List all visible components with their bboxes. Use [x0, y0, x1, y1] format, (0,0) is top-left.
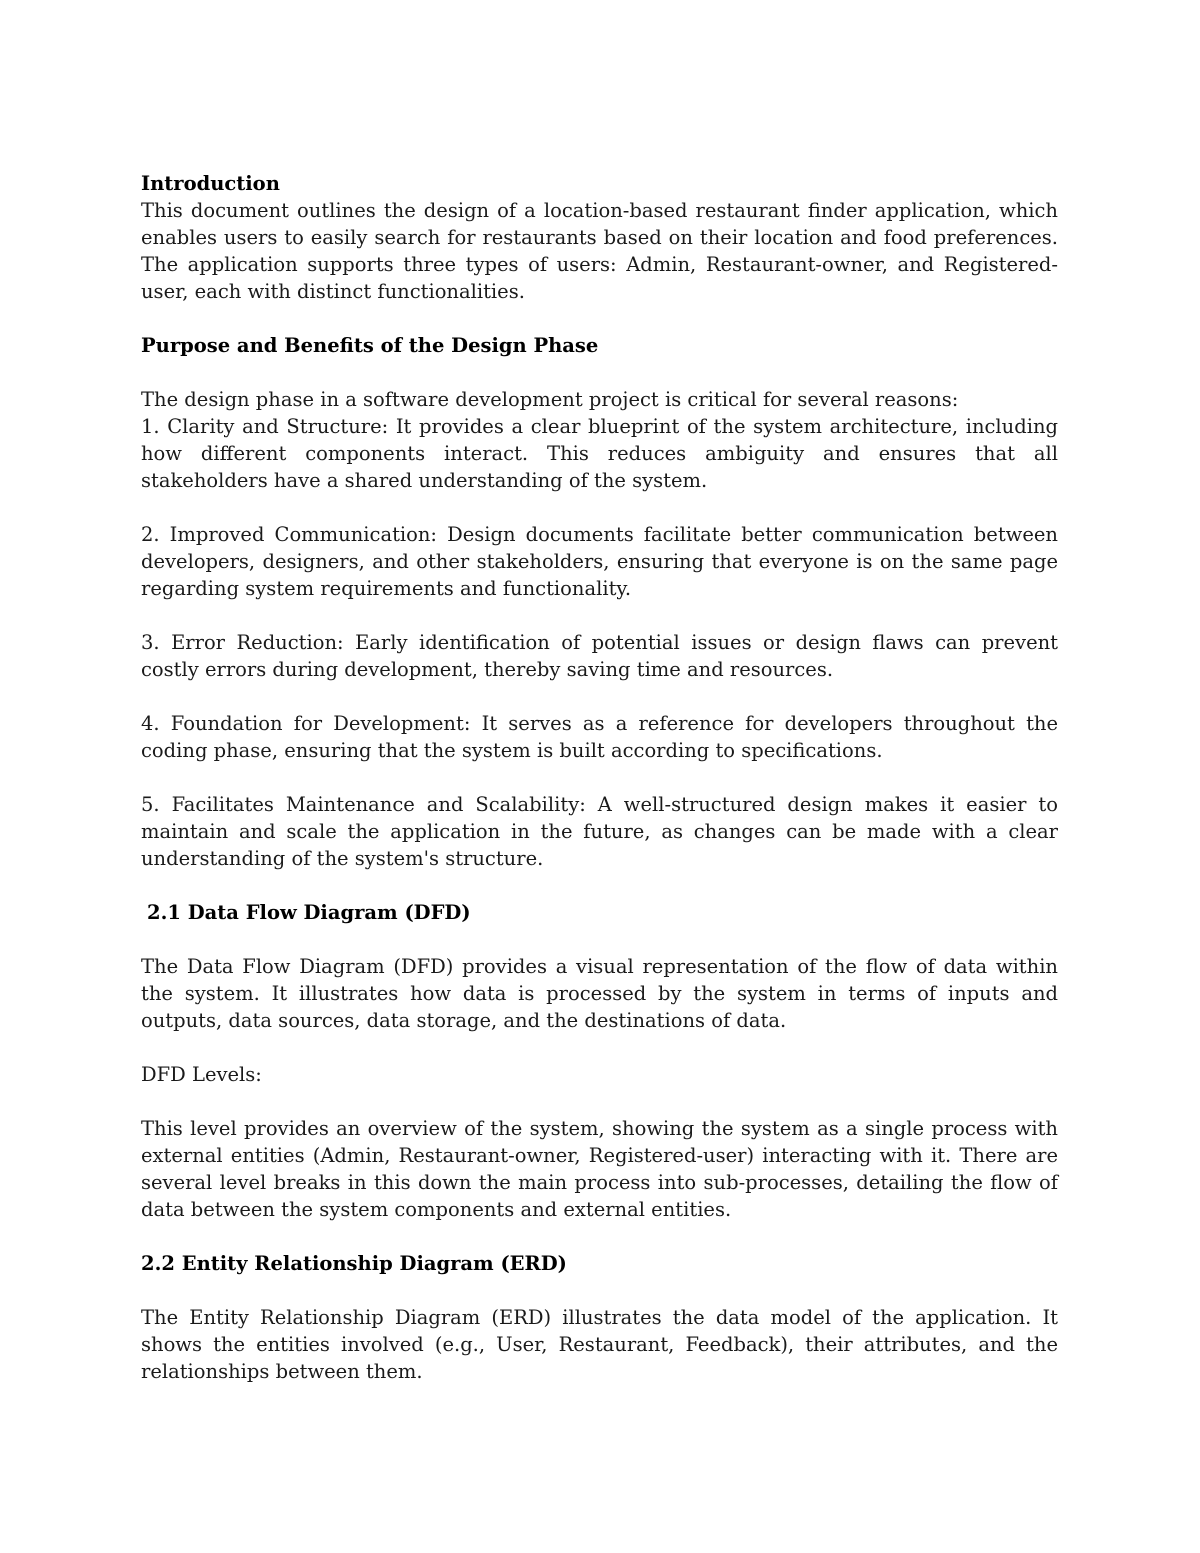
spacer	[141, 1277, 1058, 1304]
spacer	[141, 872, 1058, 899]
dfd-levels-label: DFD Levels:	[141, 1063, 262, 1086]
purpose-item-5: 5. Facilitates Maintenance and Scalability: A well-structured design makes it easier to maintain and scale the application in the future, as changes can be made with a clear understanding of the system's structure.	[141, 793, 1058, 870]
spacer	[141, 683, 1058, 710]
purpose-lead: The design phase in a software development project is critical for several reasons:	[141, 388, 959, 411]
intro-heading: Introduction	[141, 172, 280, 195]
dfd-heading: 2.1 Data Flow Diagram (DFD)	[147, 901, 471, 924]
purpose-heading: Purpose and Benefits of the Design Phase	[141, 334, 599, 357]
document-body	[141, 170, 1058, 1385]
dfd-paragraph: The Data Flow Diagram (DFD) provides a visual representation of the flow of data within the system. It illustrates how data is processed by the system in terms of inputs and outputs, data sources, data storage, and the destinations of data.	[141, 955, 1058, 1032]
purpose-item-1: 1. Clarity and Structure: It provides a clear blueprint of the system architecture, including how different components interact. This reduces ambiguity and ensures that all stakeholders have a shared understanding of the system.	[141, 415, 1058, 492]
dfd-levels-paragraph: This level provides an overview of the system, showing the system as a single process with external entities (Admin, Restaurant-owner, Registered-user) interacting with it. There are several level breaks in this down the main process into sub-processes, detailing the flow of data between the system components and external entities.	[141, 1117, 1058, 1221]
erd-heading: 2.2 Entity Relationship Diagram (ERD)	[141, 1252, 567, 1275]
spacer	[141, 494, 1058, 521]
purpose-item-2: 2. Improved Communication: Design documents facilitate better communication between developers, designers, and other stakeholders, ensuring that everyone is on the same page regarding system requirements and functionality.	[141, 523, 1058, 600]
spacer	[141, 1223, 1058, 1250]
spacer	[141, 1034, 1058, 1061]
spacer	[141, 764, 1058, 791]
intro-paragraph: This document outlines the design of a location-based restaurant finder application, which enables users to easily search for restaurants based on their location and food preferences. The application supports three types of users: Admin, Restaurant-owner, and Registered-user, each with distinct functionalities.	[141, 199, 1058, 303]
purpose-item-3: 3. Error Reduction: Early identification of potential issues or design flaws can prevent costly errors during development, thereby saving time and resources.	[141, 631, 1058, 681]
purpose-item-4: 4. Foundation for Development: It serves as a reference for developers throughout the coding phase, ensuring that the system is built according to specifications.	[141, 712, 1058, 762]
spacer	[141, 305, 1058, 332]
erd-paragraph: The Entity Relationship Diagram (ERD) illustrates the data model of the application. It shows the entities involved (e.g., User, Restaurant, Feedback), their attributes, and the relationships between them.	[141, 1306, 1058, 1383]
spacer	[141, 926, 1058, 953]
spacer	[141, 602, 1058, 629]
spacer	[141, 1088, 1058, 1115]
spacer	[141, 359, 1058, 386]
